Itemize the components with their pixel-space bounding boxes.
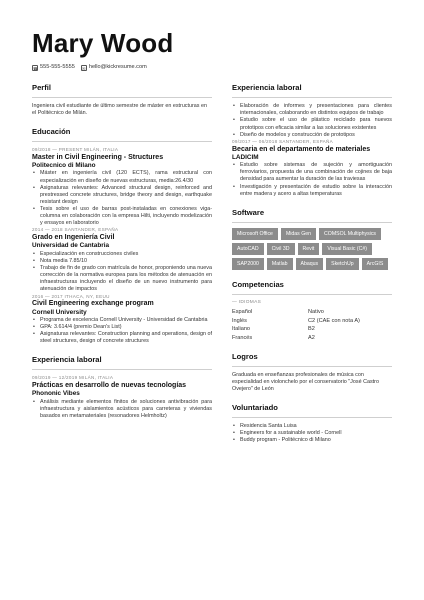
software-tag: Microsoft Office <box>232 228 278 240</box>
volunteer-section <box>232 403 392 444</box>
bullet-item: • Asignaturas relevantes: Advanced structural design, reinforced and prestressed concrete structures, bridge theory and design, earthquake resistant design <box>32 185 212 206</box>
entry-role: Grado en Ingeniería Civil <box>32 234 115 242</box>
volunteer-item: • Buddy program - Politécnico di Milano <box>232 437 392 444</box>
bullet-item: • GPA: 3.614/4 (premio Dean's List) <box>32 324 212 331</box>
profile-section <box>32 83 212 117</box>
logros-section <box>232 352 392 393</box>
education-list <box>32 147 212 345</box>
entry-role: Master in Civil Engineering - Structures <box>32 153 164 161</box>
bullet-item: • Análisis mediante elementos finitos de soluciones antivibración para infraestructura y aislamientos acústicos para carreteras y viviendas basados en metamateriales (resonadores Helmholtz) <box>32 399 212 420</box>
software-tag: AutoCAD <box>232 243 264 255</box>
language-name: Francés <box>232 334 253 341</box>
bullet-item: • Elaboración de informes y presentaciones para clientes internacionales, colaborando en distintos equipos de trabajo <box>232 103 392 117</box>
section-title: Experiencia laboral <box>32 355 212 370</box>
language-row <box>232 325 392 333</box>
software-tag: Matlab <box>267 258 293 270</box>
bullet-item: • Máster en ingeniería civil (120 ECTS), rama estructural con especialización en diseño de nuevas estructuras, media:26.4/30 <box>32 170 212 184</box>
bullet-item: • Investigación y presentación de estudio sobre la interacción entre madera y acero a altas temperaturas <box>232 184 392 198</box>
section-title: Experiencia laboral <box>232 83 392 98</box>
entry-org: Politecnico di Milano <box>32 162 96 170</box>
phone-text: 555-555-5555 <box>40 64 75 70</box>
section-title: Logros <box>232 352 392 367</box>
bullet-item: • Diseño de modelos y construcción de prototipos <box>232 132 392 139</box>
language-row <box>232 308 392 316</box>
software-tag: Abaqus <box>296 258 324 270</box>
education-section <box>32 127 212 345</box>
entry <box>32 227 212 293</box>
languages-subheading: — IDIOMAS <box>232 300 262 306</box>
right-column <box>232 83 392 454</box>
entry <box>232 139 392 198</box>
software-tag: Visual Basic (C#) <box>322 243 372 255</box>
bullet-item: • Estudio sobre sistemas de sujeción y amortiguación ferroviarios, propuesta de una combinación de cojines de baja densidad para aumentar la duración de las traviesas <box>232 162 392 183</box>
entry-org: Phononic Vibes <box>32 390 80 398</box>
entry-meta: 2016 — 2017 ITHACA, NY, EEUU <box>32 293 110 299</box>
bullet-item: • Programa de excelencia Cornell University - Universidad de Cantabria <box>32 317 212 324</box>
contact-bar <box>32 64 394 71</box>
software-tag: ArcGIS <box>362 258 389 270</box>
entry-bullets <box>32 317 212 346</box>
software-tag: SAP2000 <box>232 258 264 270</box>
entry-role: Civil Engineering exchange program <box>32 300 154 308</box>
language-name: Italiano <box>232 326 251 333</box>
entry <box>32 375 212 420</box>
entry-org: LADICIM <box>232 153 259 161</box>
software-tag: SketchUp <box>326 258 359 270</box>
entry-bullets <box>32 170 212 227</box>
software-tags <box>232 228 392 271</box>
language-name: Español <box>232 309 253 316</box>
bullet-item: • Tesis sobre el uso de barras post-instaladas en conexiones viga-columna en colaboración con la empresa Hilti, incluyendo modelización y ensayos en laboratorio <box>32 206 212 227</box>
experience-section-right <box>232 83 392 197</box>
logros-text: Graduada en enseñanzas profesionales de música con especialidad en violonchelo por el conservatorio "José Castro Ovejero" de León <box>232 371 379 392</box>
bullet-item: • Trabajo de fin de grado con matrícula de honor, proponiendo una nueva corrección de la normativa europea para los métodos de atenuación en infraestructuras incluyendo el diseño de un nuevo instrumento para atenuación de impactos <box>32 265 212 294</box>
volunteer-item: • Engineers for a sustainable world - Cornell <box>232 430 392 437</box>
contact-phone[interactable] <box>32 64 75 71</box>
bullet-item: • Estudio sobre el uso de plástico reciclado para nuevos prototipos con eficacia similar a las soluciones existentes <box>232 117 392 131</box>
entry-bullets <box>232 162 392 198</box>
entry <box>32 294 212 346</box>
language-row <box>232 317 392 325</box>
email-text: hello@kickresume.com <box>88 64 147 70</box>
entry <box>232 103 392 139</box>
experience-section-left <box>32 355 212 420</box>
entry <box>32 147 212 227</box>
entry-role: Prácticas en desarrollo de nuevas tecnologías <box>32 382 187 390</box>
language-level: Nativo <box>308 309 324 316</box>
profile-text: Ingeniera civil estudiante de último semestre de máster en estructuras en el Politécnico de Milán. <box>32 103 207 117</box>
section-title: Competencias <box>232 280 392 295</box>
email-icon: ✉ <box>82 65 86 71</box>
language-level: A2 <box>308 334 315 341</box>
languages-list <box>232 308 392 342</box>
entry-bullets <box>32 399 212 420</box>
entry-org: Universidad de Cantabria <box>32 242 110 250</box>
section-title: Software <box>232 208 392 223</box>
competencias-section <box>232 280 392 342</box>
software-tag: COMSOL Multiphysics <box>319 228 381 240</box>
section-title: Voluntariado <box>232 403 392 418</box>
entry-role: Becaria en el departamento de materiales <box>232 145 371 153</box>
experience-list <box>232 103 392 198</box>
bullet-item: • Especialización en construcciones civiles <box>32 251 212 258</box>
entry-bullets <box>232 103 392 139</box>
entry-meta: 09/2019 — 12/2019 MILÁN, ITALIA <box>32 375 114 381</box>
volunteer-list <box>232 423 392 444</box>
section-title: Educación <box>32 127 212 142</box>
entry-org: Cornell University <box>32 308 87 316</box>
language-row <box>232 334 392 342</box>
contact-email[interactable] <box>81 64 147 71</box>
entry-meta: 09/2017 — 06/2018 SANTANDER, ESPAÑA <box>232 138 333 144</box>
phone-icon: ☎ <box>33 65 38 71</box>
software-tag: Revit <box>298 243 320 255</box>
software-section <box>232 208 392 271</box>
resume-columns <box>32 83 394 454</box>
software-tag: Civil 3D <box>267 243 295 255</box>
language-name: Inglés <box>232 317 247 324</box>
entry-meta: 2014 — 2018 SANTANDER, ESPAÑA <box>32 227 119 233</box>
language-level: B2 <box>308 326 315 333</box>
bullet-item: • Asignaturas relevantes: Construction planning and operations, design of steel structures, design of concrete structures <box>32 331 212 345</box>
left-column <box>32 83 212 454</box>
experience-list <box>32 375 212 420</box>
entry-meta: 09/2018 — PRESENT MILÁN, ITALIA <box>32 147 119 153</box>
volunteer-item: • Residencia Santa Luisa <box>232 423 392 430</box>
software-tag: Midas Gen <box>281 228 316 240</box>
bullet-item: • Nota media 7.85/10 <box>32 258 212 265</box>
language-level: C2 (CAE con nota A) <box>308 317 360 324</box>
entry-bullets <box>32 251 212 294</box>
section-title: Perfil <box>32 83 212 98</box>
candidate-name: Mary Wood <box>32 28 174 58</box>
